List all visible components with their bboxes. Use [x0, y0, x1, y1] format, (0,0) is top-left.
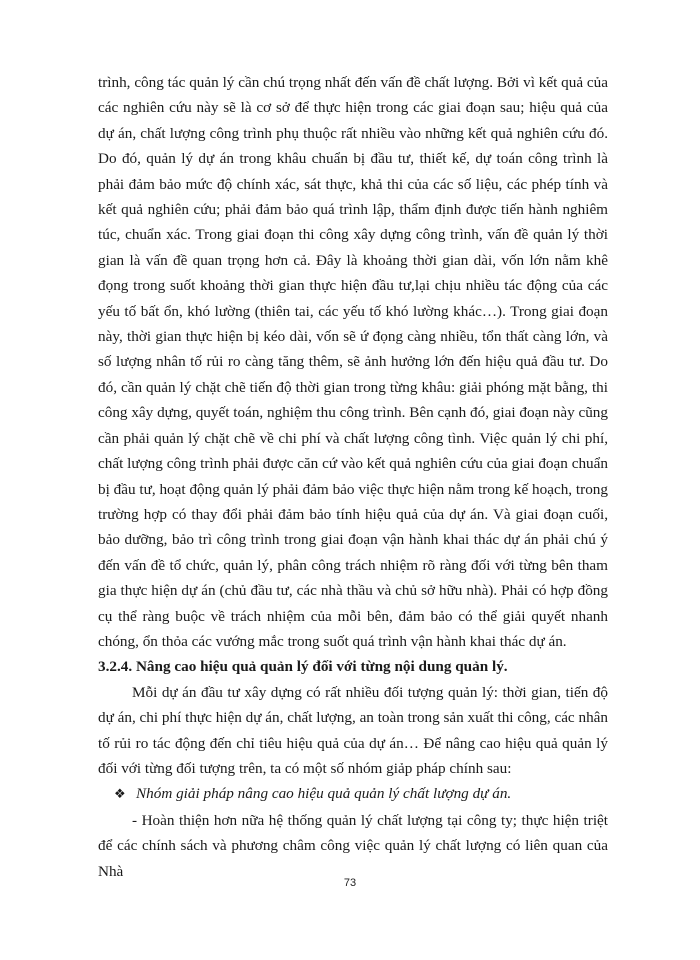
page-content	[98, 70, 608, 884]
bullet-item-text: Nhóm giải pháp nâng cao hiệu quả quản lý chất lượng dự án.	[136, 785, 512, 803]
diamond-bullet-icon: ❖	[114, 787, 126, 803]
section-heading: 3.2.4. Nâng cao hiệu quả quản lý đối với từng nội dung quản lý.	[98, 658, 508, 676]
body-paragraph-intro: Mỗi dự án đầu tư xây dựng có rất nhiều đối tượng quản lý: thời gian, tiến độ dự án, chi phí thực hiện dự án, chất lượng, an toàn trong sản xuất thi công, các nhân tố rủi ro tác động đến chỉ tiêu hiệu quả của dự án… Để nâng cao hiệu quả quản lý đối với từng đối tượng trên, ta có một số nhóm giảp pháp chính sau:	[98, 683, 608, 777]
body-paragraph-dash: - Hoàn thiện hơn nữa hệ thống quản lý chất lượng tại công ty; thực hiện triệt để các chính sách và phương châm công việc quản lý chất lượng có liên quan của Nhà	[98, 811, 608, 880]
bullet-item	[114, 781, 608, 807]
body-paragraph: trình, công tác quản lý cần chú trọng nhất đến vấn đề chất lượng. Bởi vì kết quả của các nghiên cứu này sẽ là cơ sở để thực hiện trong các giai đoạn sau; hiệu quả của dự án, chất lượng công trình phụ thuộc rất nhiều vào những kết quả nghiên cứu đó. Do đó, quản lý dự án trong khâu chuẩn bị đầu tư, thiết kế, dự toán công trình là phải đảm bảo mức độ chính xác, sát thực, khả thi của các số liệu, các phép tính và kết quả nghiên cứu; phải đảm bảo quá trình lập, thẩm định được tiến hành nghiêm túc, chuẩn xác. Trong giai đoạn thi công xây dựng công trình, vấn đề quản lý thời gian là vấn đề quan trọng hơn cả. Đây là khoảng thời gian dài, vốn lớn nằm khê đọng trong suốt khoảng thời gian thực hiện đầu tư,lại chịu nhiều tác động của các yếu tố bất ổn, khó lường (thiên tai, các yếu tố khó lường khác…). Trong giai đoạn này, thời gian thực hiện bị kéo dài, vốn sẽ ứ đọng càng nhiều, tổn thất càng lớn, và số lượng nhân tố rủi ro càng tăng thêm, sẽ ảnh hưởng lớn đến hiệu quả đầu tư. Do đó, cần quản lý chặt chẽ tiến độ thời gian trong từng khâu: giải phóng mặt bằng, thi công xây dựng, quyết toán, nghiệm thu công trình. Bên cạnh đó, giai đoạn này cũng cần phải quản lý chặt chẽ về chi phí và chất lượng công tình. Việc quản lý chi phí, chất lượng công trình phải được căn cứ vào kết quả nghiên cứu của giai đoạn chuẩn bị đầu tư, hoạt động quản lý phải đảm bảo việc thực hiện nằm trong kế hoạch, trong trường hợp có thay đổi phải đảm bảo tính hiệu quả của dự án. Và giai đoạn cuối, bảo dưỡng, bảo trì công trình trong giai đoạn vận hành khai thác dự án phải chú ý đến vấn đề tổ chức, quản lý, phân công trách nhiệm rõ ràng đối với từng bên tham gia thực hiện dự án (chủ đầu tư, các nhà thầu và chủ sở hữu nhà). Phải có hợp đồng cụ thể ràng buộc về trách nhiệm của mỗi bên, đảm bảo có thể giải quyết nhanh chóng, ổn thỏa các vướng mắc trong suốt quá trình vận hành khai thác dự án.	[98, 74, 608, 650]
page-number: 73	[343, 877, 357, 889]
